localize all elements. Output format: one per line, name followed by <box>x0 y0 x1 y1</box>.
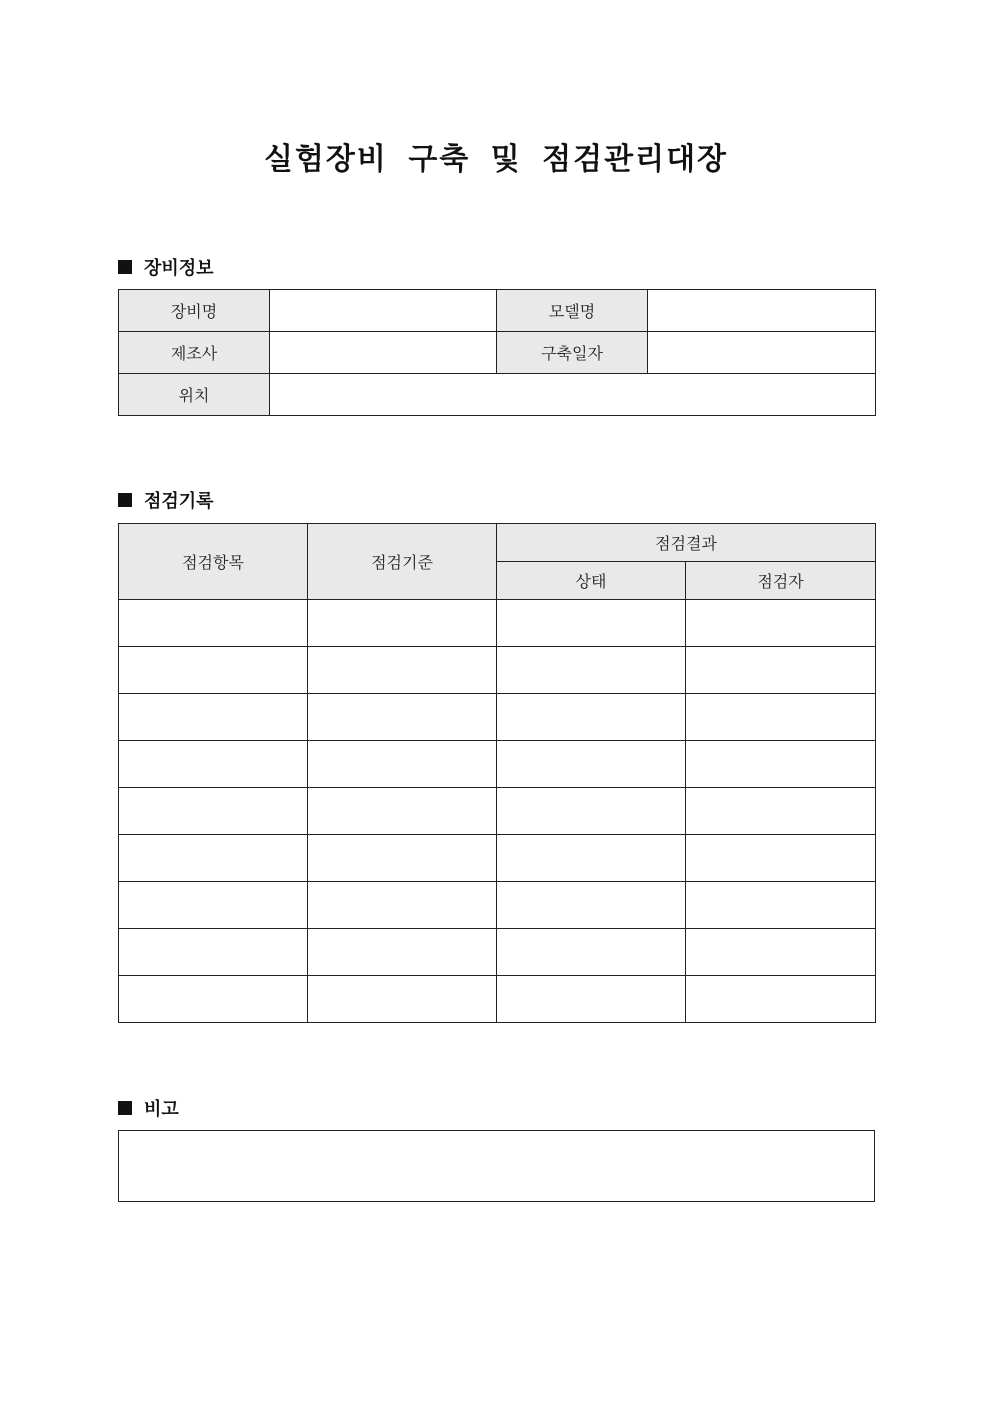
inspector-cell[interactable] <box>686 835 876 882</box>
square-bullet-icon <box>118 260 132 274</box>
inspector-cell[interactable] <box>686 741 876 788</box>
item-cell[interactable] <box>119 882 308 929</box>
build-date-label: 구축일자 <box>497 332 648 374</box>
equipment-name-label: 장비명 <box>119 290 270 332</box>
location-field[interactable] <box>270 374 876 416</box>
inspector-cell[interactable] <box>686 788 876 835</box>
section-heading-inspection <box>118 487 214 513</box>
table-row <box>119 976 876 1023</box>
col-header-status: 상태 <box>497 562 686 600</box>
status-cell[interactable] <box>497 600 686 647</box>
inspector-cell[interactable] <box>686 647 876 694</box>
table-row <box>119 600 876 647</box>
table-row <box>119 332 876 374</box>
criteria-cell[interactable] <box>308 647 497 694</box>
equipment-name-field[interactable] <box>270 290 497 332</box>
square-bullet-icon <box>118 1101 132 1115</box>
page-title: 실험장비 구축 및 점검관리대장 <box>263 142 729 177</box>
table-row <box>119 835 876 882</box>
square-bullet-icon <box>118 493 132 507</box>
table-row <box>119 929 876 976</box>
table-row <box>119 882 876 929</box>
item-cell[interactable] <box>119 976 308 1023</box>
status-cell[interactable] <box>497 882 686 929</box>
section-heading-remarks <box>118 1095 179 1121</box>
section-heading-label: 비고 <box>144 1099 179 1120</box>
table-header-row <box>119 524 876 562</box>
table-row <box>119 788 876 835</box>
status-cell[interactable] <box>497 835 686 882</box>
item-cell[interactable] <box>119 741 308 788</box>
table-row <box>119 290 876 332</box>
col-header-result: 점검결과 <box>497 524 876 562</box>
criteria-cell[interactable] <box>308 600 497 647</box>
table-row <box>119 694 876 741</box>
manufacturer-label: 제조사 <box>119 332 270 374</box>
status-cell[interactable] <box>497 788 686 835</box>
criteria-cell[interactable] <box>308 694 497 741</box>
status-cell[interactable] <box>497 647 686 694</box>
equipment-info-table <box>118 289 876 416</box>
build-date-field[interactable] <box>648 332 876 374</box>
col-header-inspector: 점검자 <box>686 562 876 600</box>
location-label: 위치 <box>119 374 270 416</box>
table-row <box>119 741 876 788</box>
model-name-label: 모델명 <box>497 290 648 332</box>
item-cell[interactable] <box>119 600 308 647</box>
manufacturer-field[interactable] <box>270 332 497 374</box>
table-row <box>119 1131 875 1202</box>
criteria-cell[interactable] <box>308 882 497 929</box>
status-cell[interactable] <box>497 741 686 788</box>
remarks-field[interactable] <box>119 1131 875 1202</box>
status-cell[interactable] <box>497 976 686 1023</box>
col-header-item: 점검항목 <box>119 524 308 600</box>
inspection-record-table <box>118 523 876 1023</box>
section-heading-label: 장비정보 <box>144 258 214 279</box>
criteria-cell[interactable] <box>308 976 497 1023</box>
status-cell[interactable] <box>497 929 686 976</box>
item-cell[interactable] <box>119 788 308 835</box>
col-header-criteria: 점검기준 <box>308 524 497 600</box>
item-cell[interactable] <box>119 694 308 741</box>
remarks-table <box>118 1130 875 1202</box>
criteria-cell[interactable] <box>308 788 497 835</box>
model-name-field[interactable] <box>648 290 876 332</box>
inspector-cell[interactable] <box>686 882 876 929</box>
table-row <box>119 374 876 416</box>
table-row <box>119 647 876 694</box>
item-cell[interactable] <box>119 929 308 976</box>
criteria-cell[interactable] <box>308 835 497 882</box>
criteria-cell[interactable] <box>308 929 497 976</box>
inspector-cell[interactable] <box>686 976 876 1023</box>
section-heading-label: 점검기록 <box>144 491 214 512</box>
inspector-cell[interactable] <box>686 929 876 976</box>
section-heading-equipment <box>118 254 214 280</box>
inspector-cell[interactable] <box>686 694 876 741</box>
item-cell[interactable] <box>119 835 308 882</box>
status-cell[interactable] <box>497 694 686 741</box>
item-cell[interactable] <box>119 647 308 694</box>
criteria-cell[interactable] <box>308 741 497 788</box>
inspector-cell[interactable] <box>686 600 876 647</box>
